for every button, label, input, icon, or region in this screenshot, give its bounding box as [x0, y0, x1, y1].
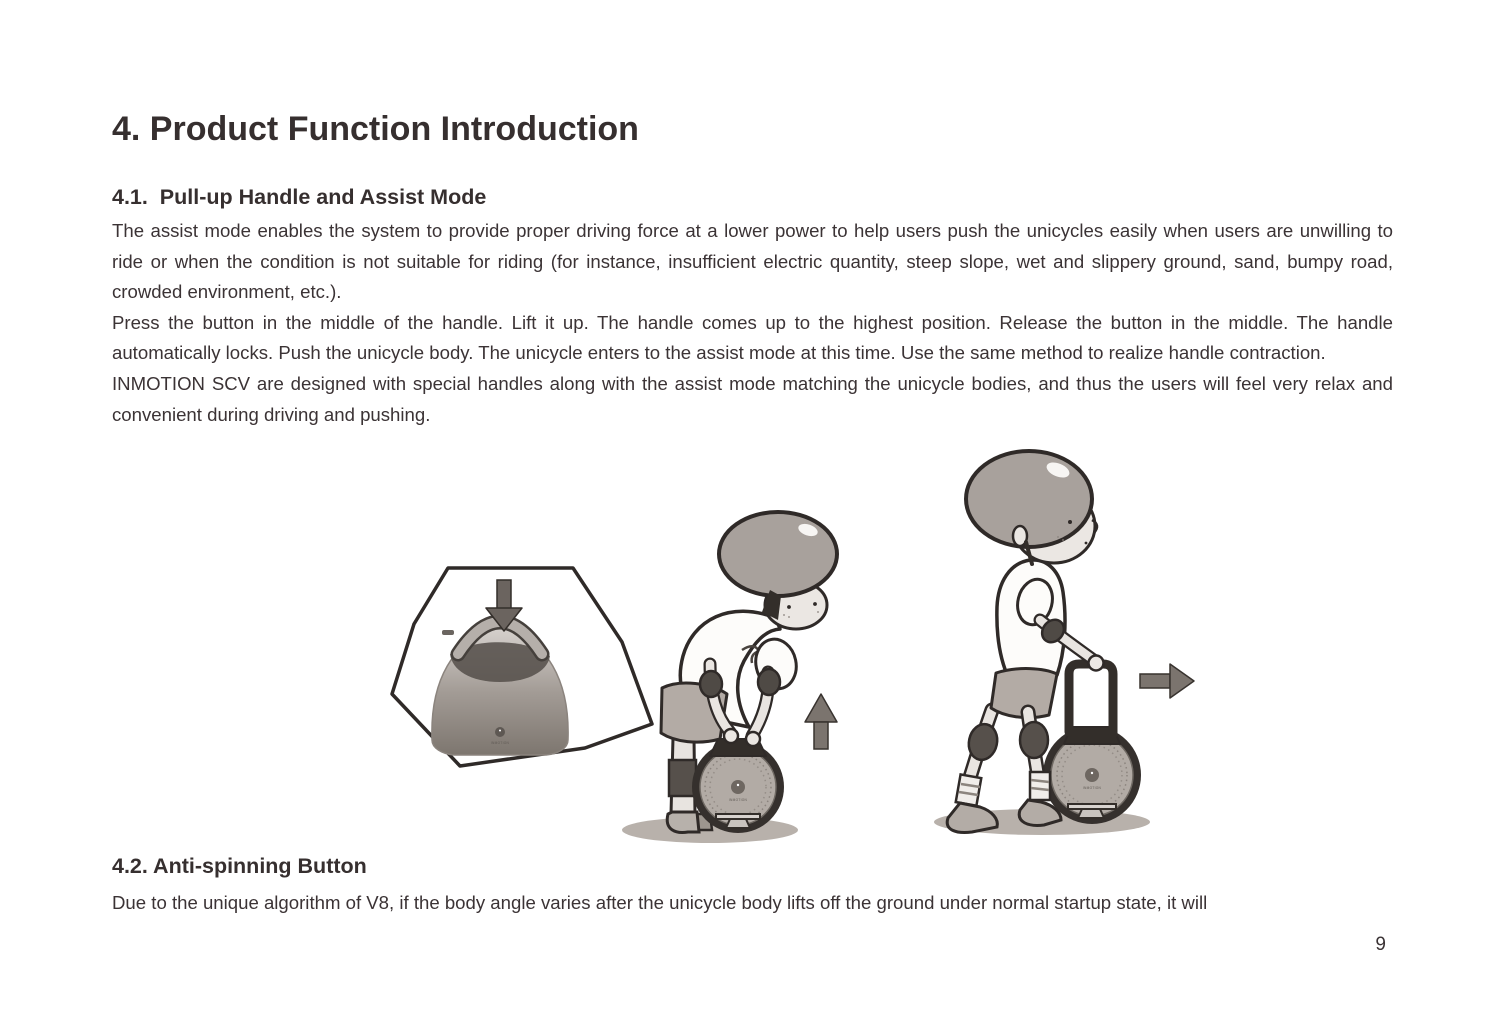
elbow-pad: [758, 669, 780, 695]
paragraph-anti-spinning: Due to the unique algorithm of V8, if the body angle varies after the unicycle body lifts off the ground under normal startup state, it will: [112, 892, 1208, 913]
paragraph-press-button: Press the button in the middle of the handle. Lift it up. The handle comes up to the highest position. Release the button in the middle. The handle automatically locks. Push the unicycle body. The unicycle enters to the assist mode at this time. Use the same method to realize handle contraction.: [112, 311, 1393, 364]
pedal: [1078, 809, 1104, 818]
inmotion-logo-text: INMOTION: [490, 741, 510, 745]
eye: [1068, 520, 1072, 524]
pedal: [726, 819, 750, 828]
freckle: [783, 614, 785, 616]
handle-assist-illustration: [380, 442, 1200, 857]
helmet: [966, 451, 1092, 547]
hub-logo-dot: [737, 784, 739, 786]
hub-logo-icon: [731, 780, 745, 794]
hub-logo-icon: [1085, 768, 1099, 782]
trolley-handle: [1069, 664, 1113, 734]
page-number: 9: [1375, 934, 1386, 955]
hub-logo-dot: [1091, 772, 1093, 774]
up-arrow-icon: [805, 694, 837, 749]
eye: [787, 605, 791, 609]
freckle: [1062, 539, 1064, 541]
freckle: [817, 611, 819, 613]
freckle: [788, 616, 790, 618]
right-arrow-icon: [1140, 664, 1194, 698]
back-shoe: [947, 803, 997, 832]
freckle: [1057, 536, 1059, 538]
callout-bubble: [392, 568, 652, 766]
hand: [724, 729, 738, 743]
paragraph-assist-mode: The assist mode enables the system to provide proper driving force at a lower power to help users push the unicycles easily when users are unwilling to ride or when the condition is not suitable for riding (for instance, insufficient electric quantity, steep slope, wet and slippery ground, sand, bumpy road, crowded environment, etc.).: [112, 220, 1393, 303]
helmet: [719, 512, 837, 596]
shoe: [667, 812, 699, 832]
section-anti-spinning: [112, 853, 1393, 919]
logo-dot: [499, 730, 501, 732]
mouth: [1085, 542, 1088, 545]
eye: [813, 602, 817, 606]
knee-pad: [1020, 722, 1048, 758]
shin-guard: [669, 760, 696, 796]
hand: [746, 732, 760, 746]
section-heading-4-2: 4.2. Anti-spinning Button: [112, 854, 367, 878]
section-heading-4-1: 4.1. Pull-up Handle and Assist Mode: [112, 185, 487, 209]
elbow-pad: [700, 671, 722, 697]
wheel-logo-text: INMOTION: [1082, 786, 1102, 790]
wheel-logo-text: INMOTION: [728, 798, 748, 802]
striped-sock: [1030, 772, 1050, 800]
inmotion-logo-icon: [495, 727, 505, 737]
hand: [1089, 656, 1104, 671]
section-pull-up-handle: [112, 184, 1393, 430]
child-pulling-unicycle-illustration: [934, 451, 1194, 835]
paragraph-inmotion-scv: INMOTION SCV are designed with special handles along with the assist mode matching the unicycle bodies, and thus the users will feel very relax and convenient during driving and pushing.: [112, 372, 1393, 425]
unicycle-wheel: [692, 739, 784, 833]
page-title: 4. Product Function Introduction: [112, 110, 639, 148]
child-lifting-handle-illustration: [622, 512, 837, 843]
striped-sock: [956, 774, 982, 805]
side-button: [442, 630, 454, 635]
